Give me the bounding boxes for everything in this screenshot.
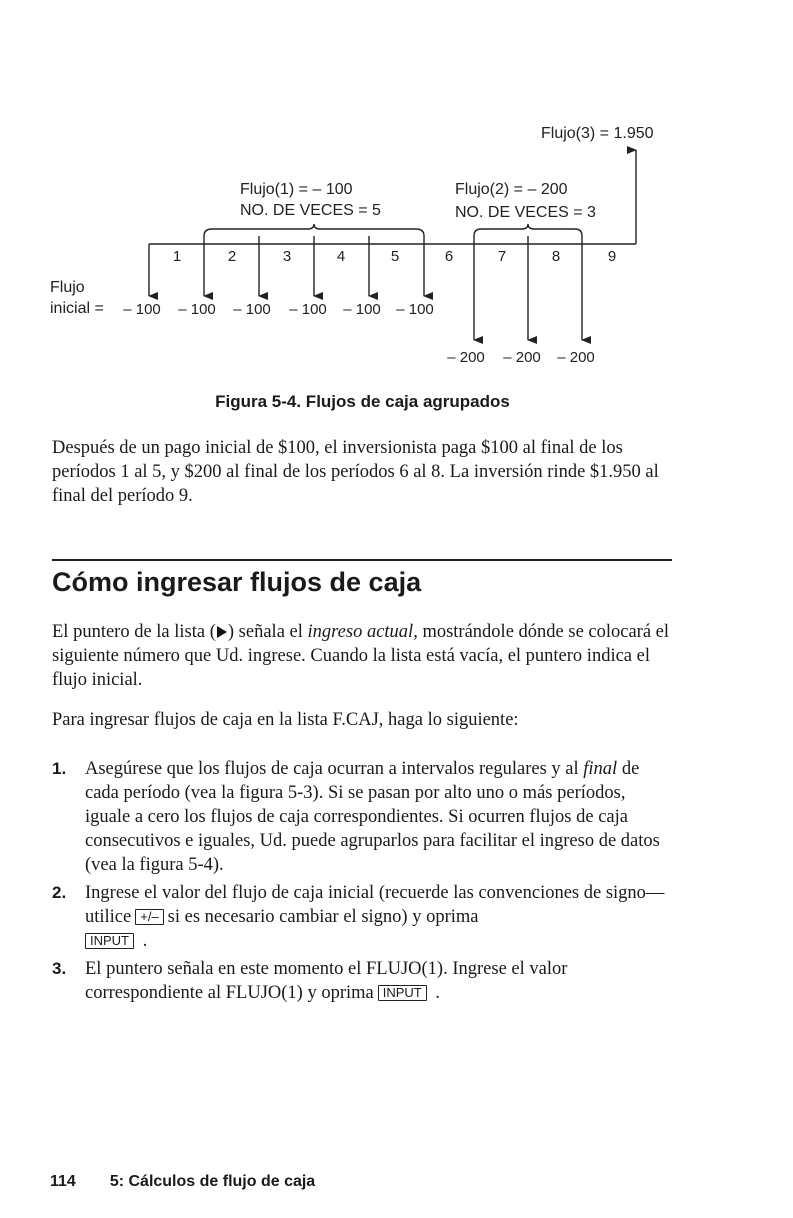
period-number: 3 <box>282 248 292 265</box>
step-item <box>52 957 672 1005</box>
step-text: . <box>142 931 148 951</box>
step-number: 1. <box>52 759 67 778</box>
period-number: 8 <box>551 248 561 265</box>
flujo2-label: Flujo(2) = – 200 <box>455 181 568 198</box>
change-sign-key: +/– <box>135 909 163 925</box>
cash-flow-value: – 100 <box>123 301 161 318</box>
initial-flow-label-line1: Flujo <box>50 279 85 296</box>
cash-flow-value: – 100 <box>343 301 381 318</box>
flujo3-label: Flujo(3) = 1.950 <box>541 125 654 142</box>
paragraph-text: , mostrándole dónde se colocará el siguiente número que Ud. ingrese. Cuando la lista está vacía, el puntero indica el flujo inicial. <box>52 622 670 690</box>
group-brace-2 <box>474 224 582 236</box>
veces1-label: NO. DE VECES = 5 <box>240 202 381 219</box>
section-divider <box>52 559 672 561</box>
initial-flow-label-line2: inicial = <box>50 300 104 317</box>
step-text: si es necesario cambiar el signo) y oprima <box>167 907 479 927</box>
step-number: 2. <box>52 883 67 902</box>
step-text: de cada período (vea la figura 5-3). Si se pasan por alto uno o más períodos, iguale a cero los flujos de caja correspondientes. Si ocurren flujos de caja consecutivos e iguales, Ud. puede agruparlos para facilitar el ingreso de datos (vea la figura 5-4). <box>85 759 660 875</box>
section-paragraph-2: Para ingresar flujos de caja en la lista F.CAJ, haga lo siguiente: <box>52 710 519 730</box>
cash-flow-value: – 100 <box>289 301 327 318</box>
group-brace-1 <box>204 224 424 236</box>
cash-flow-diagram <box>0 0 793 380</box>
cash-flow-value: – 200 <box>503 349 541 366</box>
step-item <box>52 881 672 953</box>
steps-list <box>52 757 672 1009</box>
step-text: El puntero señala en este momento el FLUJO(1). Ingrese el valor correspondiente al FLUJO(1) y oprima <box>85 959 568 1003</box>
step-text: Asegúrese que los flujos de caja ocurran a intervalos regulares y al <box>85 759 584 779</box>
cash-flow-value: – 100 <box>233 301 271 318</box>
step-item <box>52 757 672 877</box>
period-number: 2 <box>227 248 237 265</box>
step-text: . <box>435 983 440 1003</box>
cash-flow-value: – 100 <box>178 301 216 318</box>
page-number: 114 <box>50 1173 76 1190</box>
cash-flow-diagram-lines <box>0 0 793 380</box>
paragraph-text: El puntero de la lista ( <box>52 622 216 642</box>
emphasis-text: final <box>583 759 618 779</box>
step-text: Ingrese el valor del flujo de caja inicial (recuerde las convenciones de signo—utilice <box>85 883 665 927</box>
intro-paragraph: Después de un pago inicial de $100, el inversionista paga $100 al final de los períodos 1 al 5, y $200 al final de los períodos 6 al 8. La inversión rinde $1.950 al final del período 9. <box>52 438 659 506</box>
period-number: 7 <box>497 248 507 265</box>
emphasis-text: ingreso actual <box>307 622 414 642</box>
page-footer <box>50 1173 315 1191</box>
period-number: 9 <box>607 248 617 265</box>
input-key: INPUT <box>85 933 134 949</box>
flujo1-label: Flujo(1) = – 100 <box>240 181 353 198</box>
period-number: 4 <box>336 248 346 265</box>
paragraph-text: ) señala el <box>227 622 308 642</box>
veces2-label: NO. DE VECES = 3 <box>455 204 596 221</box>
input-key: INPUT <box>378 985 427 1001</box>
cash-flow-value: – 200 <box>557 349 595 366</box>
figure-caption: Figura 5-4. Flujos de caja agrupados <box>215 392 510 411</box>
cash-flow-value: – 100 <box>396 301 434 318</box>
period-number: 1 <box>172 248 182 265</box>
step-number: 3. <box>52 959 67 978</box>
cash-flow-value: – 200 <box>447 349 485 366</box>
period-number: 5 <box>390 248 400 265</box>
period-number: 6 <box>444 248 454 265</box>
chapter-title: 5: Cálculos de flujo de caja <box>109 1173 316 1190</box>
section-paragraph-1 <box>52 620 672 692</box>
list-pointer-icon <box>217 626 227 638</box>
section-title: Cómo ingresar flujos de caja <box>52 567 422 597</box>
